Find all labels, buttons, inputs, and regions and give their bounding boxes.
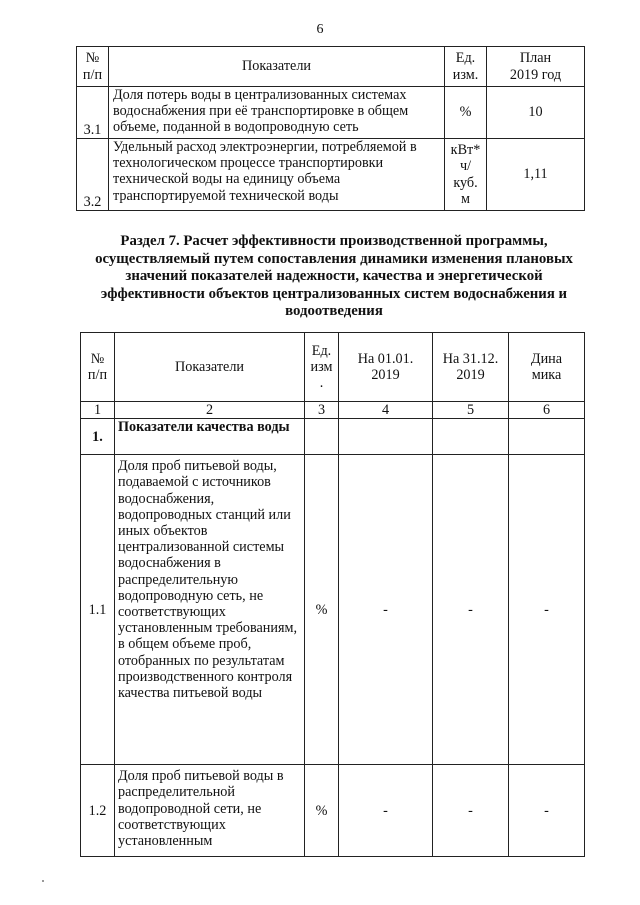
row-indicator: Доля проб питьевой воды в распределительной водопроводной сети, не соответствующих установленным xyxy=(115,765,305,857)
row-unit: % xyxy=(445,87,487,139)
row-start: - xyxy=(339,765,433,857)
table-row xyxy=(77,139,585,211)
row-num: 1.1 xyxy=(81,455,115,765)
row-end: - xyxy=(433,455,509,765)
row-unit: % xyxy=(305,455,339,765)
col-number: 4 xyxy=(339,402,433,419)
col-number: 3 xyxy=(305,402,339,419)
header-start: На 01.01. 2019 xyxy=(339,333,433,402)
row-num: 3.1 xyxy=(77,87,109,139)
row-unit xyxy=(305,419,339,455)
table-header-row xyxy=(81,333,585,402)
row-end: - xyxy=(433,765,509,857)
page-number: 6 xyxy=(316,22,324,37)
header-num: № п/п xyxy=(81,333,115,402)
header-end: На 31.12. 2019 xyxy=(433,333,509,402)
row-num: 1. xyxy=(81,419,115,455)
row-start xyxy=(339,419,433,455)
section-heading: Раздел 7. Расчет эффективности производственной программы, осуществляемый путем сопоставления динамики изменения плановых значений показателей надежности, качества и энергетической эффективности объектов централизованных систем водоснабжения и водоотведения xyxy=(95,233,573,320)
row-indicator: Удельный расход электроэнергии, потребляемой в технологическом процессе транспортировки технической воды на единицу объема транспортируемой технической воды xyxy=(109,139,445,211)
header-unit: Ед. изм . xyxy=(305,333,339,402)
col-number: 5 xyxy=(433,402,509,419)
row-num: 1.2 xyxy=(81,765,115,857)
header-indicator: Показатели xyxy=(109,47,445,87)
row-num: 3.2 xyxy=(77,139,109,211)
scan-speck xyxy=(42,880,44,882)
table-header-row xyxy=(77,47,585,87)
row-dynamics: - xyxy=(509,455,585,765)
indicators-table-continued xyxy=(76,46,585,211)
col-number: 2 xyxy=(115,402,305,419)
row-end xyxy=(433,419,509,455)
header-unit: Ед. изм. xyxy=(445,47,487,87)
row-start: - xyxy=(339,455,433,765)
header-dynamics: Дина мика xyxy=(509,333,585,402)
efficiency-table xyxy=(80,332,585,857)
row-indicator: Доля проб питьевой воды, подаваемой с источников водоснабжения, водопроводных станций или иных объектов централизованной системы водоснабжения в распределительную водопроводную сеть, не соответствующих установленным требованиям, в общем объеме проб, отобранных по результатам производственного контроля качества питьевой воды xyxy=(115,455,305,765)
row-indicator: Доля потерь воды в централизованных системах водоснабжения при её транспортировке в общем объеме, поданной в водопроводную сеть xyxy=(109,87,445,139)
table-row xyxy=(81,455,585,765)
table-row xyxy=(81,419,585,455)
row-dynamics: - xyxy=(509,765,585,857)
header-num: № п/п xyxy=(77,47,109,87)
table-row xyxy=(81,765,585,857)
col-number: 6 xyxy=(509,402,585,419)
header-plan: План 2019 год xyxy=(487,47,585,87)
row-dynamics xyxy=(509,419,585,455)
row-unit: % xyxy=(305,765,339,857)
column-number-row xyxy=(81,402,585,419)
col-number: 1 xyxy=(81,402,115,419)
row-plan: 1,11 xyxy=(487,139,585,211)
row-indicator: Показатели качества воды xyxy=(115,419,305,455)
table-row xyxy=(77,87,585,139)
header-indicator: Показатели xyxy=(115,333,305,402)
row-unit: кВт* ч/ куб. м xyxy=(445,139,487,211)
row-plan: 10 xyxy=(487,87,585,139)
